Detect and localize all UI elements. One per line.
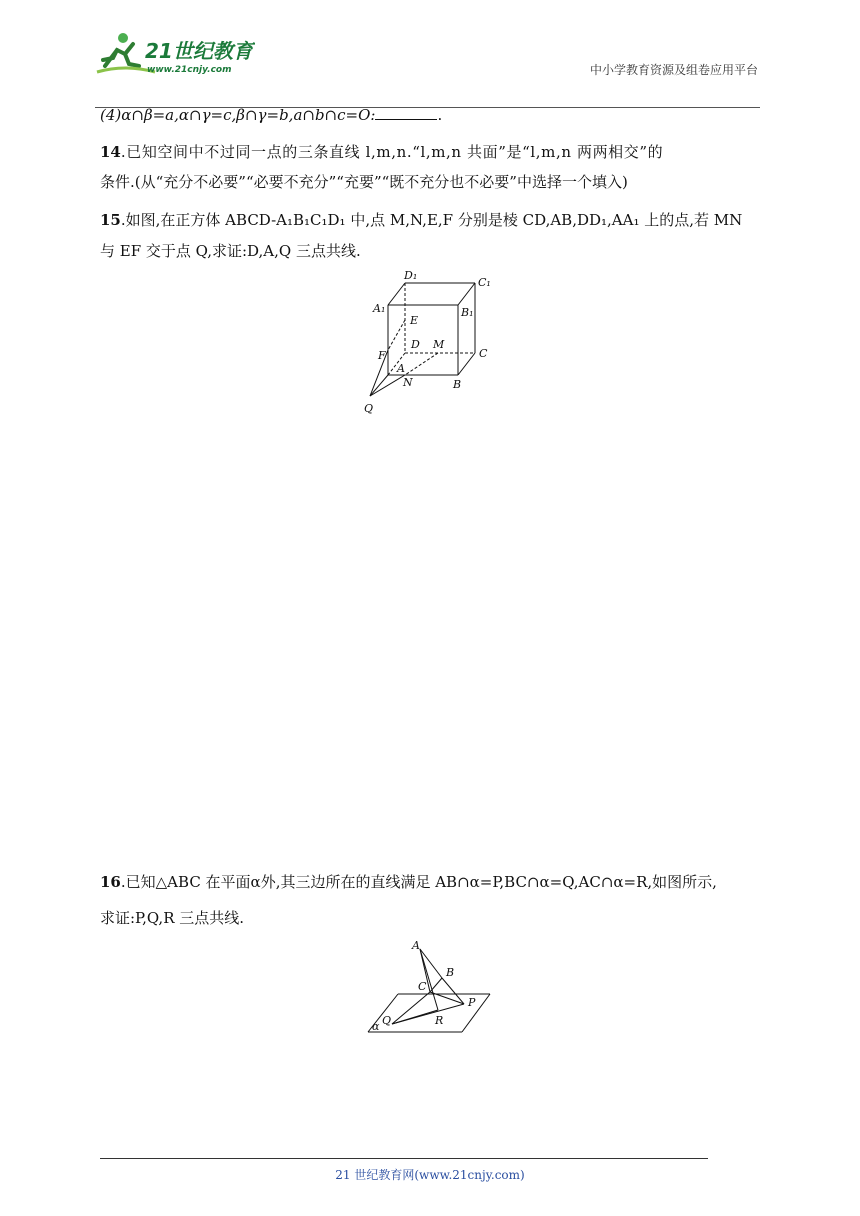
answer-blank: [375, 105, 437, 120]
label-A1: A₁: [373, 302, 386, 315]
page-header: [95, 28, 760, 80]
logo-url: www.21cnjy.com: [147, 65, 232, 75]
q16-line1: [100, 871, 765, 893]
label-B1: B₁: [461, 306, 474, 319]
q14-number: 14: [100, 143, 121, 161]
plane-triangle-figure: [360, 934, 500, 1038]
label-alpha: α: [372, 1020, 380, 1033]
q14-line2: [100, 171, 765, 193]
q16-text-1: .已知△ABC 在平面α外,其三边所在的直线满足 AB∩α=P,BC∩α=Q,AC∩α=R,如图所示,: [120, 873, 717, 891]
q16-number: 16: [100, 873, 121, 891]
q15-line2: [100, 240, 765, 262]
label-B: B: [453, 378, 462, 391]
cube-figure: [360, 268, 510, 424]
label-E: E: [410, 314, 419, 327]
q14-line1: [100, 141, 765, 163]
label-R: R: [435, 1014, 444, 1027]
label-Q: Q: [382, 1014, 392, 1027]
label-N: N: [403, 376, 413, 389]
footer-divider: [100, 1158, 708, 1159]
label-C: C: [418, 980, 427, 993]
label-Q: Q: [364, 402, 374, 415]
q15-text-2: 与 EF 交于点 Q,求证:D,A,Q 三点共线.: [100, 242, 361, 260]
q14-text-2: 条件.(从“充分不必要”“必要不充分”“充要”“既不充分也不必要”中选择一个填入): [100, 173, 628, 191]
q16-line2: [100, 907, 765, 929]
q13-item4: [100, 104, 765, 126]
q15-text-1: .如图,在正方体 ABCD-A₁B₁C₁D₁ 中,点 M,N,E,F 分别是棱 CD,AB,DD₁,AA₁ 上的点,若 MN: [120, 211, 743, 229]
q13-item4-end: .: [437, 106, 443, 124]
label-M: M: [433, 338, 445, 351]
label-B: B: [446, 966, 455, 979]
q15-line1: [100, 209, 765, 231]
q13-item4-text: (4)α∩β=a,α∩γ=c,β∩γ=b,a∩b∩c=O:: [100, 106, 376, 124]
q14-text-1: .已知空间中不过同一点的三条直线 l,m,n.“l,m,n 共面”是“l,m,n 两两相交”的: [120, 143, 664, 161]
label-C1: C₁: [478, 276, 491, 289]
label-P: P: [468, 996, 476, 1009]
q15-number: 15: [100, 211, 121, 229]
label-A: A: [397, 362, 405, 375]
label-F: F: [378, 349, 386, 362]
label-A: A: [412, 939, 420, 952]
label-D1: D₁: [404, 269, 418, 282]
logo-title: 21世纪教育: [145, 39, 253, 63]
label-D: D: [411, 338, 420, 351]
q16-text-2: 求证:P,Q,R 三点共线.: [100, 909, 245, 927]
logo: [95, 28, 255, 78]
page-footer: 21 世纪教育网(www.21cnjy.com): [335, 1168, 525, 1182]
label-C: C: [479, 347, 488, 360]
platform-tagline: 中小学教育资源及组卷应用平台: [589, 63, 758, 77]
